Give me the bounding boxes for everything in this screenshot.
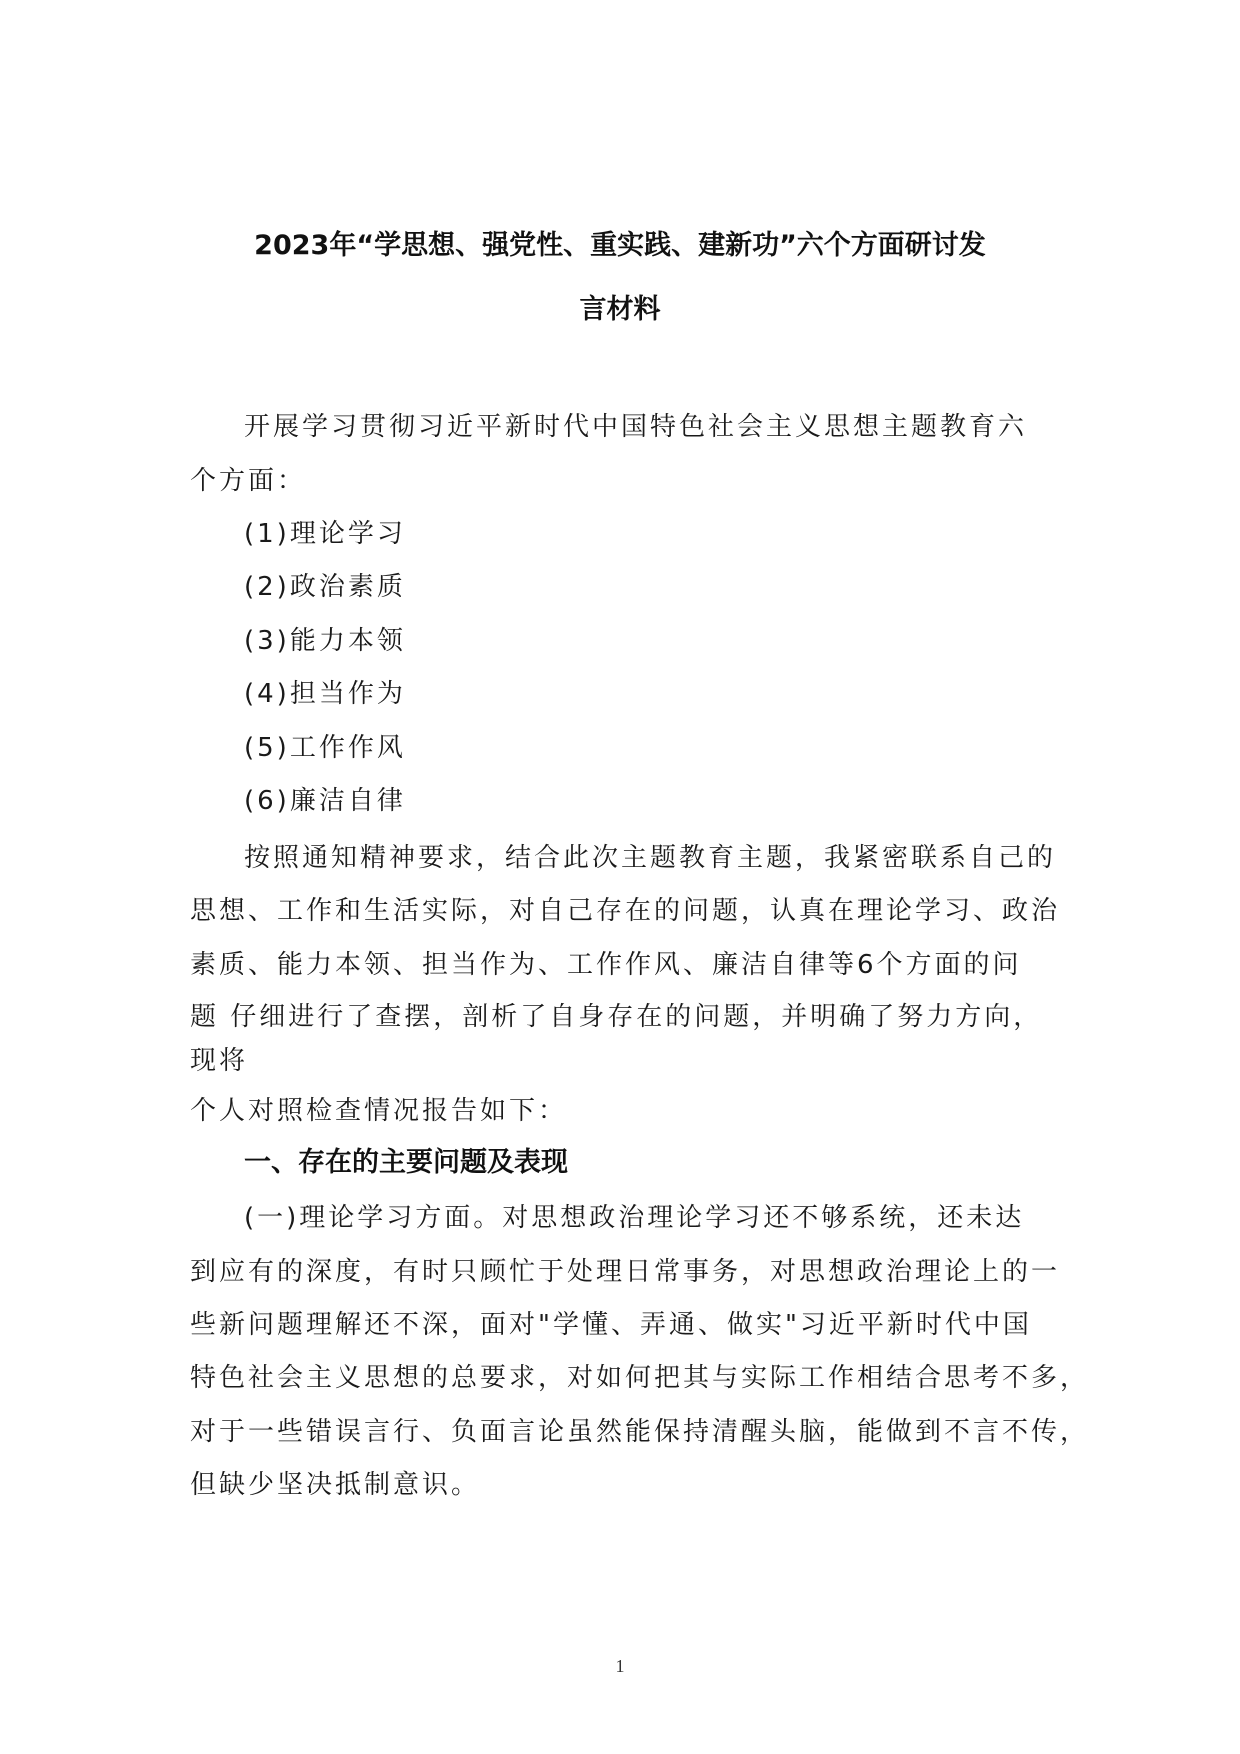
body-paragraph-line-2: 思想、工作和生活实际，对自己存在的问题，认真在理论学习、政治: [190, 896, 1061, 926]
intro-paragraph-line-1: 开展学习贯彻习近平新时代中国特色社会主义思想主题教育六: [244, 412, 1028, 442]
document-title-line-1: 2023年“学思想、强党性、重实践、建新功”六个方面研讨发: [254, 230, 986, 261]
aspect-item-1: (1)理论学习: [244, 519, 406, 549]
aspect-item-4: (4)担当作为: [244, 679, 406, 709]
page-number: 1: [615, 1656, 625, 1676]
aspect-item-5: (5)工作作风: [244, 733, 406, 763]
section-paragraph-line-2: 到应有的深度，有时只顾忙于处理日常事务，对思想政治理论上的一: [190, 1257, 1061, 1287]
body-paragraph-line-5: 现将: [190, 1046, 249, 1076]
section-paragraph-line-4: 特色社会主义思想的总要求，对如何把其与实际工作相结合思考不多，: [190, 1363, 1090, 1393]
section-heading: 一、存在的主要问题及表现: [244, 1147, 568, 1178]
body-paragraph-line-1: 按照通知精神要求，结合此次主题教育主题，我紧密联系自己的: [244, 843, 1057, 873]
section-paragraph-line-6: 但缺少坚决抵制意识。: [190, 1470, 481, 1500]
aspect-item-2: (2)政治素质: [244, 572, 406, 602]
document-title-line-2: 言材料: [579, 294, 661, 325]
body-paragraph-line-6: 个人对照检查情况报告如下：: [190, 1096, 568, 1126]
section-paragraph-line-3: 些新问题理解还不深，面对"学懂、弄通、做实"习近平新时代中国: [190, 1310, 1032, 1340]
section-paragraph-line-1: (一)理论学习方面。对思想政治理论学习还不够系统，还未达: [244, 1203, 1025, 1233]
aspect-item-3: (3)能力本领: [244, 626, 406, 656]
aspect-item-6: (6)廉洁自律: [244, 786, 406, 816]
body-paragraph-line-4: 题 仔细进行了查摆，剖析了自身存在的问题，并明确了努力方向，: [190, 1002, 1043, 1032]
body-paragraph-line-3: 素质、能力本领、担当作为、工作作风、廉洁自律等6个方面的问: [190, 950, 1022, 980]
intro-paragraph-line-2: 个方面：: [190, 466, 307, 496]
section-paragraph-line-5: 对于一些错误言行、负面言论虽然能保持清醒头脑，能做到不言不传，: [190, 1417, 1090, 1447]
